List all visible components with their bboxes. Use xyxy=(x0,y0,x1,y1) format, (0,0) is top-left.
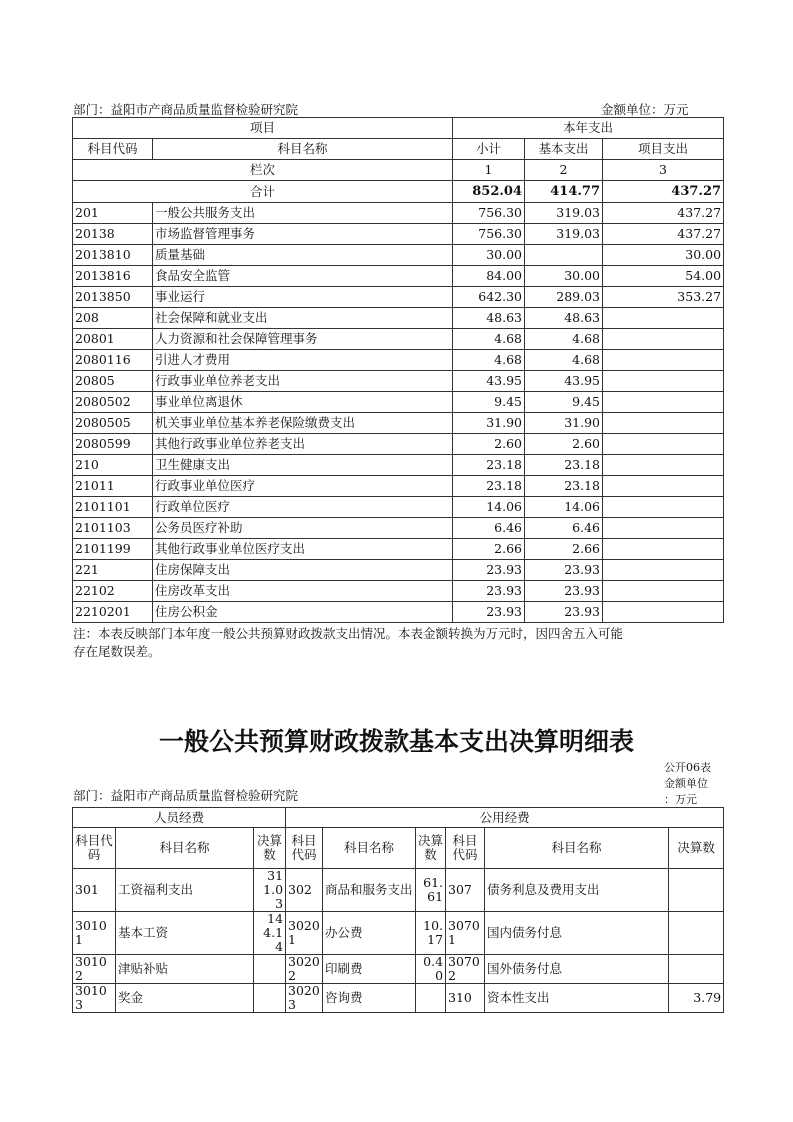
cell-subtotal: 4.68 xyxy=(453,350,525,371)
cell-name: 事业运行 xyxy=(153,287,453,308)
header-name: 科目名称 xyxy=(116,828,254,869)
cell-project: 437.27 xyxy=(603,224,724,245)
cell-name: 引进人才费用 xyxy=(153,350,453,371)
total-subtotal: 852.04 xyxy=(453,181,525,203)
cell-project: 353.27 xyxy=(603,287,724,308)
cell-name: 食品安全监管 xyxy=(153,266,453,287)
table-row xyxy=(73,266,724,287)
cell-basic: 2.66 xyxy=(525,539,603,560)
cell-p-code: 301 xyxy=(73,869,116,912)
cell-project xyxy=(603,497,724,518)
cell-basic: 4.68 xyxy=(525,350,603,371)
cell-o-amt xyxy=(669,955,724,984)
cell-code: 20805 xyxy=(73,371,153,392)
cell-o-code: 30702 xyxy=(446,955,485,984)
unit-label-2a: 金额单位 xyxy=(664,777,708,790)
header-name: 科目名称 xyxy=(323,828,416,869)
unit-label-2b: ：万元 xyxy=(664,793,697,806)
cell-p-amt xyxy=(254,984,286,1013)
cell-project xyxy=(603,392,724,413)
cell-project xyxy=(603,329,724,350)
header-public: 公用经费 xyxy=(286,808,724,828)
cell-code: 208 xyxy=(73,308,153,329)
cell-o-code: 310 xyxy=(446,984,485,1013)
cell-project xyxy=(603,413,724,434)
header-amount: 决算数 xyxy=(254,828,286,869)
cell-project xyxy=(603,518,724,539)
cell-name: 市场监督管理事务 xyxy=(153,224,453,245)
cell-project xyxy=(603,602,724,623)
cell-subtotal: 23.93 xyxy=(453,602,525,623)
cell-g-code: 30203 xyxy=(286,984,323,1013)
cell-p-code: 30101 xyxy=(73,912,116,955)
cell-g-amt: 0.40 xyxy=(416,955,446,984)
cell-subtotal: 2.60 xyxy=(453,434,525,455)
total-project: 437.27 xyxy=(603,181,724,203)
cell-code: 21011 xyxy=(73,476,153,497)
cell-subtotal: 9.45 xyxy=(453,392,525,413)
cell-subtotal: 4.68 xyxy=(453,329,525,350)
cell-basic: 4.68 xyxy=(525,329,603,350)
cell-code: 2080505 xyxy=(73,413,153,434)
table-row xyxy=(73,245,724,266)
header-amount: 决算数 xyxy=(669,828,724,869)
table-row xyxy=(73,497,724,518)
cell-subtotal: 48.63 xyxy=(453,308,525,329)
table-row xyxy=(73,392,724,413)
cell-o-amt: 3.79 xyxy=(669,984,724,1013)
cell-subtotal: 756.30 xyxy=(453,224,525,245)
col-2: 2 xyxy=(525,160,603,181)
col-1: 1 xyxy=(453,160,525,181)
header-code: 科目代码 xyxy=(73,139,153,160)
cell-basic: 23.18 xyxy=(525,455,603,476)
table-row xyxy=(73,984,724,1013)
cell-p-amt xyxy=(254,955,286,984)
cell-code: 22102 xyxy=(73,581,153,602)
table-row xyxy=(73,869,724,912)
cell-o-name: 国内债务付息 xyxy=(485,912,669,955)
cell-code: 2101199 xyxy=(73,539,153,560)
cell-g-amt xyxy=(416,984,446,1013)
column-order-label: 栏次 xyxy=(73,160,453,181)
header-item: 项目 xyxy=(73,118,453,139)
cell-code: 2101103 xyxy=(73,518,153,539)
header-row xyxy=(73,808,724,828)
cell-g-name: 印刷费 xyxy=(323,955,416,984)
cell-code: 201 xyxy=(73,203,153,224)
cell-basic: 48.63 xyxy=(525,308,603,329)
cell-o-amt xyxy=(669,869,724,912)
header-row xyxy=(73,118,724,139)
cell-project xyxy=(603,560,724,581)
cell-name: 公务员医疗补助 xyxy=(153,518,453,539)
table-row xyxy=(73,371,724,392)
cell-name: 住房改革支出 xyxy=(153,581,453,602)
cell-subtotal: 30.00 xyxy=(453,245,525,266)
cell-p-name: 奖金 xyxy=(116,984,254,1013)
cell-name: 卫生健康支出 xyxy=(153,455,453,476)
cell-subtotal: 43.95 xyxy=(453,371,525,392)
cell-name: 机关事业单位基本养老保险缴费支出 xyxy=(153,413,453,434)
header-project: 项目支出 xyxy=(603,139,724,160)
cell-p-name: 基本工资 xyxy=(116,912,254,955)
cell-name: 社会保障和就业支出 xyxy=(153,308,453,329)
cell-basic: 2.60 xyxy=(525,434,603,455)
cell-subtotal: 6.46 xyxy=(453,518,525,539)
total-basic: 414.77 xyxy=(525,181,603,203)
cell-name: 一般公共服务支出 xyxy=(153,203,453,224)
cell-code: 2080502 xyxy=(73,392,153,413)
cell-g-name: 办公费 xyxy=(323,912,416,955)
cell-project xyxy=(603,539,724,560)
cell-code: 20138 xyxy=(73,224,153,245)
cell-g-code: 30202 xyxy=(286,955,323,984)
unit-label: 金额单位：万元 xyxy=(601,102,689,117)
cell-code: 221 xyxy=(73,560,153,581)
header-code: 科目代码 xyxy=(446,828,485,869)
department-label: 部门：益阳市产商品质量监督检验研究院 xyxy=(73,102,299,117)
cell-g-code: 30201 xyxy=(286,912,323,955)
cell-g-amt: 61.61 xyxy=(416,869,446,912)
table-row xyxy=(73,224,724,245)
cell-code: 2101101 xyxy=(73,497,153,518)
cell-code: 2013850 xyxy=(73,287,153,308)
cell-g-name: 咨询费 xyxy=(323,984,416,1013)
cell-o-code: 30701 xyxy=(446,912,485,955)
cell-o-name: 国外债务付息 xyxy=(485,955,669,984)
cell-name: 行政单位医疗 xyxy=(153,497,453,518)
table-row xyxy=(73,455,724,476)
cell-subtotal: 642.30 xyxy=(453,287,525,308)
header-amount: 决算数 xyxy=(416,828,446,869)
cell-subtotal: 23.93 xyxy=(453,581,525,602)
cell-p-amt: 311.03 xyxy=(254,869,286,912)
cell-code: 2013816 xyxy=(73,266,153,287)
cell-project xyxy=(603,476,724,497)
header-personnel: 人员经费 xyxy=(73,808,286,828)
department-label-2: 部门：益阳市产商品质量监督检验研究院 xyxy=(73,788,299,803)
cell-project: 30.00 xyxy=(603,245,724,266)
cell-subtotal: 84.00 xyxy=(453,266,525,287)
cell-p-name: 工资福利支出 xyxy=(116,869,254,912)
cell-p-code: 30103 xyxy=(73,984,116,1013)
cell-basic: 6.46 xyxy=(525,518,603,539)
table-row xyxy=(73,518,724,539)
header-code: 科目代码 xyxy=(73,828,116,869)
cell-basic: 289.03 xyxy=(525,287,603,308)
cell-basic: 319.03 xyxy=(525,224,603,245)
cell-name: 其他行政事业单位医疗支出 xyxy=(153,539,453,560)
table-row xyxy=(73,434,724,455)
header-current-year: 本年支出 xyxy=(453,118,724,139)
cell-code: 2013810 xyxy=(73,245,153,266)
table-row xyxy=(73,560,724,581)
cell-subtotal: 31.90 xyxy=(453,413,525,434)
cell-subtotal: 23.93 xyxy=(453,560,525,581)
cell-name: 其他行政事业单位养老支出 xyxy=(153,434,453,455)
cell-o-name: 债务利息及费用支出 xyxy=(485,869,669,912)
cell-g-name: 商品和服务支出 xyxy=(323,869,416,912)
cell-subtotal: 23.18 xyxy=(453,455,525,476)
cell-project xyxy=(603,308,724,329)
cell-basic: 31.90 xyxy=(525,413,603,434)
cell-basic: 23.93 xyxy=(525,581,603,602)
cell-subtotal: 2.66 xyxy=(453,539,525,560)
cell-name: 住房公积金 xyxy=(153,602,453,623)
cell-p-name: 津贴补贴 xyxy=(116,955,254,984)
table-row xyxy=(73,413,724,434)
cell-name: 人力资源和社会保障管理事务 xyxy=(153,329,453,350)
cell-o-code: 307 xyxy=(446,869,485,912)
header-code: 科目代码 xyxy=(286,828,323,869)
cell-subtotal: 14.06 xyxy=(453,497,525,518)
cell-code: 2080116 xyxy=(73,350,153,371)
cell-project: 437.27 xyxy=(603,203,724,224)
cell-subtotal: 756.30 xyxy=(453,203,525,224)
cell-p-code: 30102 xyxy=(73,955,116,984)
table-row xyxy=(73,203,724,224)
cell-code: 210 xyxy=(73,455,153,476)
cell-project: 54.00 xyxy=(603,266,724,287)
table-row xyxy=(73,476,724,497)
basic-expenditure-detail-table xyxy=(72,807,724,1013)
cell-project xyxy=(603,455,724,476)
page-title: 一般公共预算财政拨款基本支出决算明细表 xyxy=(158,727,634,756)
table-row xyxy=(73,602,724,623)
cell-name: 行政事业单位医疗 xyxy=(153,476,453,497)
table-row xyxy=(73,539,724,560)
cell-basic: 14.06 xyxy=(525,497,603,518)
total-row xyxy=(73,181,724,203)
cell-project xyxy=(603,434,724,455)
cell-name: 事业单位离退休 xyxy=(153,392,453,413)
cell-g-code: 302 xyxy=(286,869,323,912)
table-row xyxy=(73,912,724,955)
column-order-row xyxy=(73,160,724,181)
col-3: 3 xyxy=(603,160,724,181)
cell-g-amt: 10.17 xyxy=(416,912,446,955)
table-row xyxy=(73,287,724,308)
cell-project xyxy=(603,350,724,371)
table-row xyxy=(73,308,724,329)
cell-basic xyxy=(525,245,603,266)
form-number: 公开06表 xyxy=(664,761,711,774)
cell-name: 住房保障支出 xyxy=(153,560,453,581)
cell-basic: 9.45 xyxy=(525,392,603,413)
cell-code: 2210201 xyxy=(73,602,153,623)
cell-basic: 23.18 xyxy=(525,476,603,497)
cell-basic: 319.03 xyxy=(525,203,603,224)
cell-basic: 43.95 xyxy=(525,371,603,392)
cell-basic: 30.00 xyxy=(525,266,603,287)
header-name: 科目名称 xyxy=(153,139,453,160)
header-row xyxy=(73,828,724,869)
cell-code: 20801 xyxy=(73,329,153,350)
table-row xyxy=(73,329,724,350)
cell-subtotal: 23.18 xyxy=(453,476,525,497)
cell-code: 2080599 xyxy=(73,434,153,455)
cell-basic: 23.93 xyxy=(525,560,603,581)
cell-o-name: 资本性支出 xyxy=(485,984,669,1013)
header-basic: 基本支出 xyxy=(525,139,603,160)
table-row xyxy=(73,955,724,984)
header-name: 科目名称 xyxy=(485,828,669,869)
cell-name: 行政事业单位养老支出 xyxy=(153,371,453,392)
header-row xyxy=(73,139,724,160)
header-subtotal: 小计 xyxy=(453,139,525,160)
note-line-2: 存在尾数误差。 xyxy=(73,644,161,659)
cell-o-amt xyxy=(669,912,724,955)
cell-p-amt: 144.14 xyxy=(254,912,286,955)
table-row xyxy=(73,581,724,602)
expenditure-table xyxy=(72,117,724,623)
cell-project xyxy=(603,581,724,602)
total-label: 合计 xyxy=(73,181,453,203)
cell-basic: 23.93 xyxy=(525,602,603,623)
cell-project xyxy=(603,371,724,392)
cell-name: 质量基础 xyxy=(153,245,453,266)
table-row xyxy=(73,350,724,371)
note-line-1: 注：本表反映部门本年度一般公共预算财政拨款支出情况。本表金额转换为万元时，因四舍五入可能 xyxy=(73,626,624,641)
